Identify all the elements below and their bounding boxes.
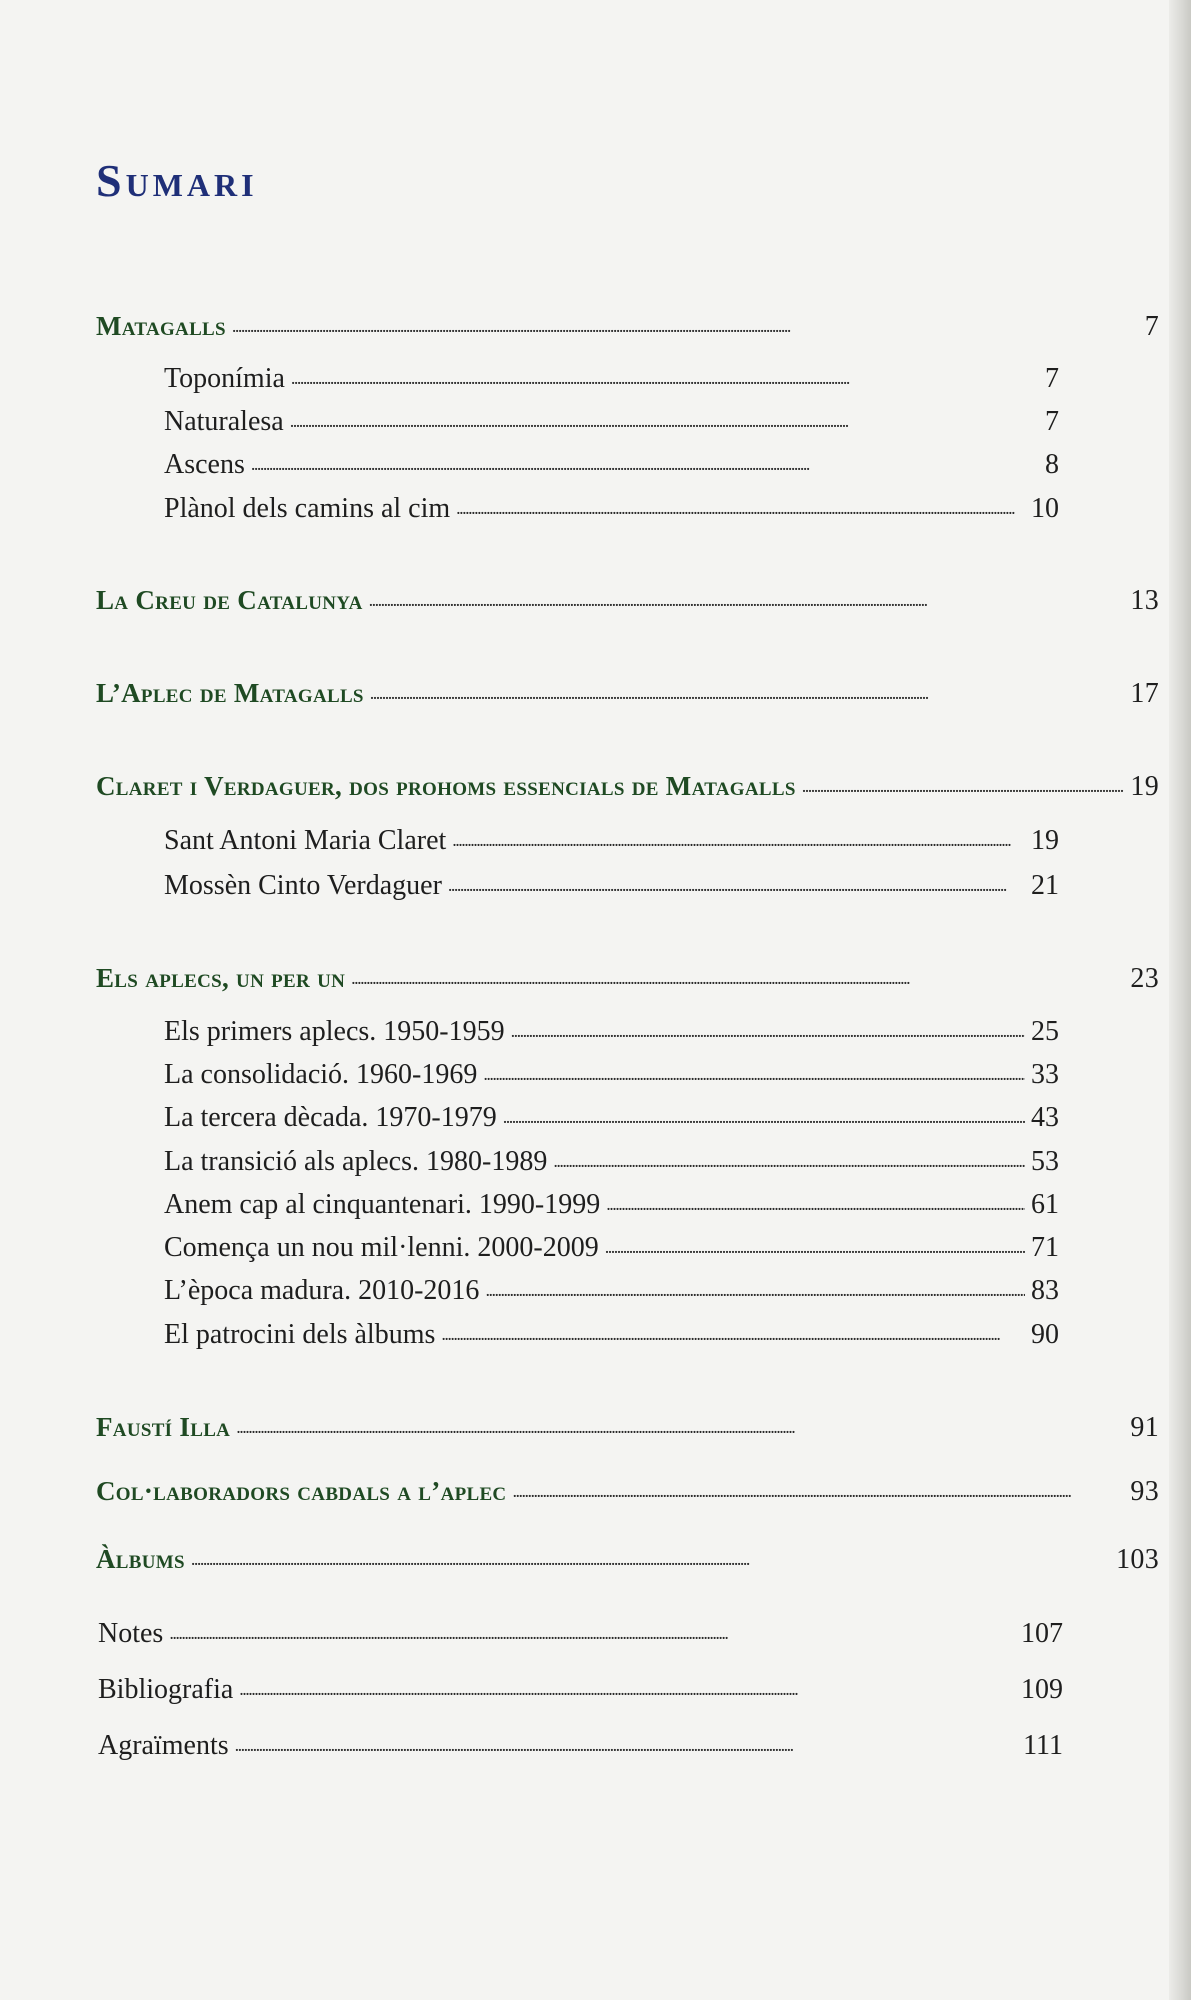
toc-entry-agraiments[interactable] — [98, 1729, 1063, 1763]
toc-page-number: 107 — [1021, 1618, 1063, 1649]
toc-entry-label: Bibliografia — [98, 1674, 234, 1705]
toc-page-number: 13 — [1130, 585, 1159, 616]
toc-entry-1970[interactable] — [164, 1101, 1059, 1135]
toc-page-number: 7 — [1045, 363, 1059, 394]
dot-leader — [191, 1549, 1110, 1571]
toc-entry-naturalesa[interactable] — [164, 405, 1059, 439]
toc-entry-label: La Creu de Catalunya — [96, 585, 363, 615]
toc-entry-label: Agraïments — [98, 1730, 229, 1761]
toc-page-number: 17 — [1130, 678, 1159, 709]
toc-entry-planol[interactable] — [164, 492, 1059, 526]
toc-page-number: 25 — [1031, 1016, 1059, 1047]
toc-entry-label: Faustí Illa — [96, 1412, 231, 1442]
toc-entry-label: Àlbums — [96, 1544, 185, 1574]
toc-entry-label: Els aplecs, un per un — [96, 963, 346, 993]
toc-entry-label: Comença un nou mil·lenni. 2000-2009 — [164, 1232, 599, 1263]
toc-entry-label: L’Aplec de Matagalls — [96, 678, 364, 708]
dot-leader — [448, 875, 1025, 897]
dot-leader — [511, 1021, 1025, 1043]
dot-leader — [553, 1151, 1025, 1173]
toc-entry-label: Els primers aplecs. 1950-1959 — [164, 1016, 505, 1047]
dot-leader — [351, 968, 1124, 990]
toc-entry-fausti-illa[interactable] — [96, 1411, 1159, 1445]
toc-entry-matagalls[interactable] — [96, 310, 1159, 344]
toc-page-number: 33 — [1031, 1059, 1059, 1090]
toc-entry-1950[interactable] — [164, 1015, 1059, 1049]
toc-entry-1990[interactable] — [164, 1188, 1059, 1222]
toc-entry-2000[interactable] — [164, 1231, 1059, 1265]
toc-page-number: 111 — [1023, 1730, 1063, 1761]
dot-leader — [369, 590, 1125, 612]
toc-page-number: 7 — [1144, 311, 1159, 342]
dot-leader — [251, 454, 1039, 476]
dot-leader — [452, 830, 1025, 852]
toc-page-number: 10 — [1031, 493, 1059, 524]
dot-leader — [235, 1735, 1017, 1757]
toc-page-number: 7 — [1045, 406, 1059, 437]
toc-entry-label: Toponímia — [164, 363, 285, 394]
toc-entry-label: Col·laboradors cabdals a l’aplec — [96, 1476, 507, 1506]
toc-entry-label: Matagalls — [96, 311, 226, 341]
toc-page-number: 43 — [1031, 1102, 1059, 1133]
toc-entry-col-laboradors[interactable] — [96, 1475, 1159, 1509]
toc-entry-claret-verdaguer[interactable] — [96, 770, 1159, 804]
page-title: Sumari — [96, 155, 258, 206]
dot-leader — [290, 411, 1039, 433]
toc-page-number: 103 — [1116, 1544, 1159, 1575]
toc-entry-albums[interactable] — [96, 1543, 1159, 1577]
toc-entry-label: Ascens — [164, 449, 245, 480]
toc-entry-label: Notes — [98, 1618, 164, 1649]
dot-leader — [503, 1107, 1025, 1129]
dot-leader — [169, 1623, 1015, 1645]
toc-entry-claret[interactable] — [164, 824, 1059, 858]
toc-entry-label: La transició als aplecs. 1980-1989 — [164, 1146, 548, 1177]
toc-page-number: 83 — [1031, 1275, 1059, 1306]
toc-page-number: 109 — [1021, 1674, 1063, 1705]
toc-entry-label: Anem cap al cinquantenari. 1990-1999 — [164, 1189, 601, 1220]
toc-entry-label: El patrocini dels àlbums — [164, 1319, 436, 1350]
toc-entry-bibliografia[interactable] — [98, 1673, 1063, 1707]
toc-page-number: 53 — [1031, 1146, 1059, 1177]
toc-entry-label: Plànol dels camins al cim — [164, 493, 451, 524]
dot-leader — [441, 1324, 1025, 1346]
toc-page-number: 19 — [1130, 771, 1159, 802]
dot-leader — [802, 776, 1125, 798]
toc-entry-aplec-matagalls[interactable] — [96, 677, 1159, 711]
toc-page-number: 21 — [1031, 870, 1059, 901]
page-edge — [1169, 0, 1191, 2000]
toc-page-number: 19 — [1031, 825, 1059, 856]
toc-page-number: 23 — [1130, 963, 1159, 994]
toc-entry-ascens[interactable] — [164, 448, 1059, 482]
dot-leader — [483, 1064, 1025, 1086]
toc-entry-label: Naturalesa — [164, 406, 284, 437]
toc-entry-label: L’època madura. 2010-2016 — [164, 1275, 480, 1306]
dot-leader — [370, 683, 1125, 705]
toc-entry-label: Claret i Verdaguer, dos prohoms essencials de Matagalls — [96, 771, 796, 801]
toc-entry-verdaguer[interactable] — [164, 869, 1059, 903]
toc-page-number: 91 — [1130, 1412, 1159, 1443]
dot-leader — [456, 498, 1025, 520]
toc-entry-patrocini[interactable] — [164, 1318, 1059, 1352]
toc-entry-label: La consolidació. 1960-1969 — [164, 1059, 478, 1090]
toc-entry-label: Sant Antoni Maria Claret — [164, 825, 447, 856]
dot-leader — [236, 1417, 1124, 1439]
toc-entry-toponimia[interactable] — [164, 362, 1059, 396]
toc-entry-label: La tercera dècada. 1970-1979 — [164, 1102, 497, 1133]
dot-leader — [606, 1194, 1025, 1216]
dot-leader — [485, 1280, 1025, 1302]
dot-leader — [291, 368, 1039, 390]
toc-entry-notes[interactable] — [98, 1617, 1063, 1651]
toc-entry-1980[interactable] — [164, 1145, 1059, 1179]
toc-page-number: 93 — [1130, 1476, 1159, 1507]
dot-leader — [239, 1679, 1015, 1701]
toc-page-number: 90 — [1031, 1319, 1059, 1350]
toc-page-number: 8 — [1045, 449, 1059, 480]
toc-entry-label: Mossèn Cinto Verdaguer — [164, 870, 442, 901]
toc-entry-1960[interactable] — [164, 1058, 1059, 1092]
toc-entry-2010[interactable] — [164, 1274, 1059, 1308]
toc-entry-creu-catalunya[interactable] — [96, 584, 1159, 618]
dot-leader — [232, 316, 1139, 338]
toc-page-number: 71 — [1031, 1232, 1059, 1263]
toc-page-number: 61 — [1031, 1189, 1059, 1220]
dot-leader — [512, 1481, 1124, 1503]
dot-leader — [605, 1237, 1025, 1259]
toc-entry-aplecs-un-per-un[interactable] — [96, 962, 1159, 996]
